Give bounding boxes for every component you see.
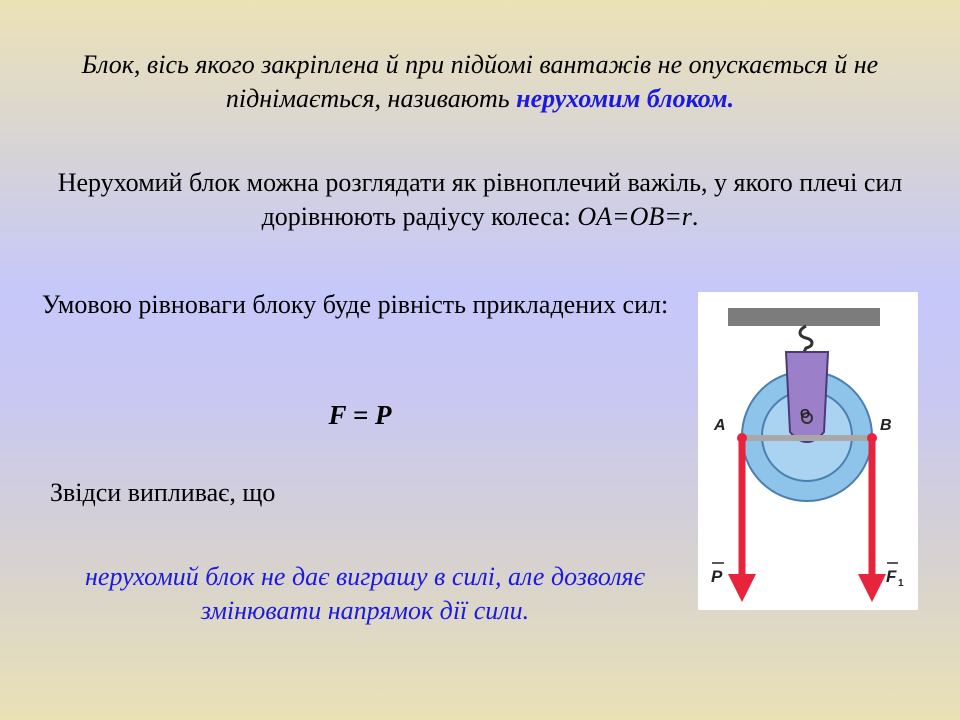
label-b: B — [880, 417, 892, 434]
conclusion-intro: Звідси випливає, що — [50, 478, 276, 507]
equilibrium-formula: F = P — [328, 400, 392, 430]
fixed-pulley-diagram — [698, 292, 918, 610]
lever-text-end: . — [691, 202, 699, 231]
hook-icon — [800, 326, 812, 352]
label-o: O — [800, 406, 811, 421]
lever-text: Нерухомий блок можна розглядати як рівноплечий важіль, у якого плечі сил дорівнюють радіусу колеса: — [57, 168, 903, 231]
lever-paragraph — [30, 166, 930, 234]
label-p: P — [711, 567, 723, 586]
pulley-holder — [786, 352, 828, 442]
definition-text: Блок, вісь якого закріплена й при підйомі вантажів не опускається й не піднімається, називають — [81, 50, 879, 113]
pulley-svg — [698, 292, 918, 610]
fixed-pulley-term: нерухомим блоком. — [516, 84, 735, 113]
conclusion-statement: нерухомий блок не дає виграшу в силі, але дозволяє змінювати напрямок дії сили. — [85, 562, 645, 625]
label-a: A — [714, 417, 726, 434]
label-f: F — [886, 567, 897, 586]
lever-formula: OA=OB=r — [577, 202, 692, 231]
label-f-subscript: 1 — [898, 578, 904, 589]
ceiling-bar — [728, 308, 880, 326]
definition-paragraph — [30, 48, 930, 116]
equilibrium-paragraph: Умовою рівноваги блоку буде рівність прикладених сил: — [41, 290, 669, 319]
